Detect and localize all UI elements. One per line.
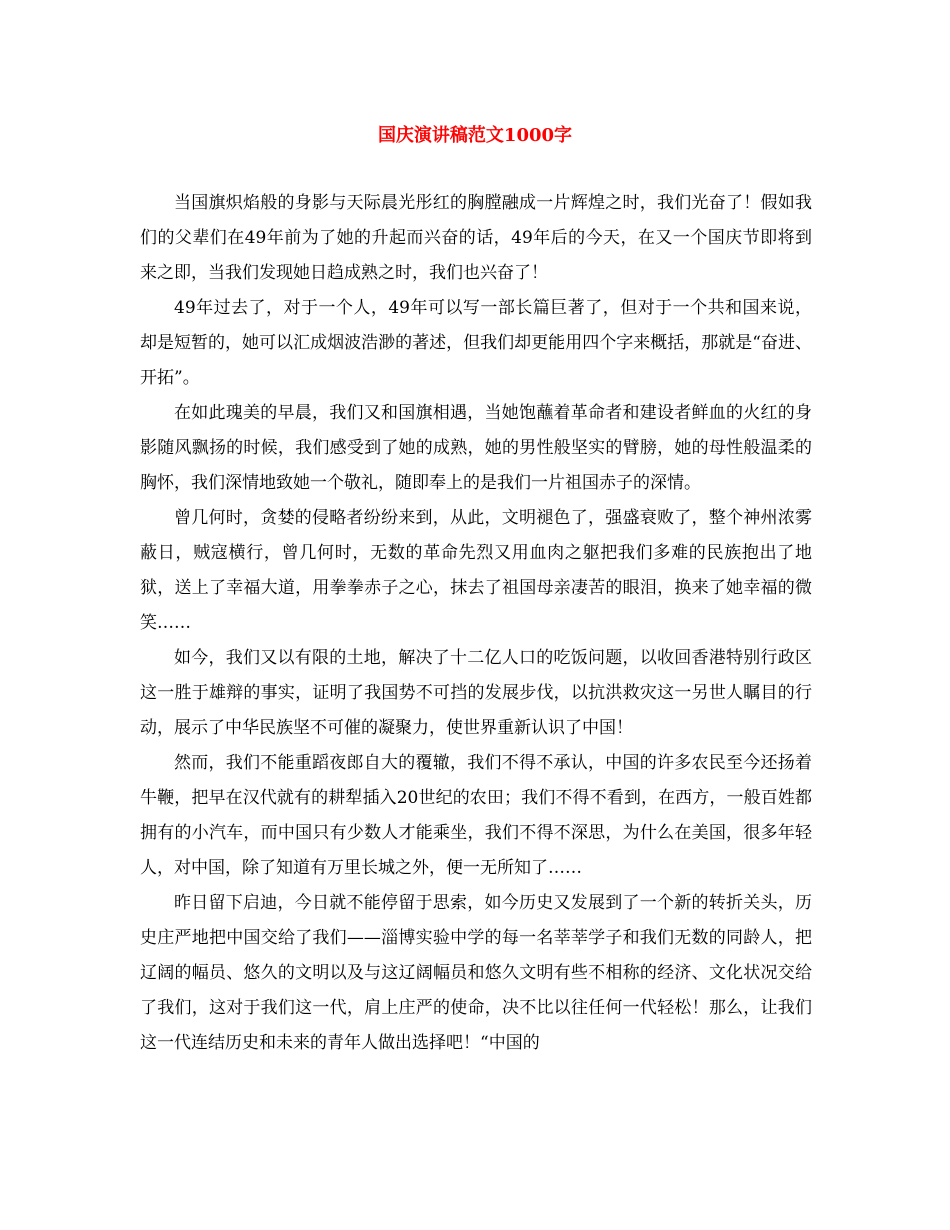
paragraph-4: 曾几何时，贪婪的侵略者纷纷来到，从此，文明褪色了，强盛衰败了，整个神州浓雾蔽日，贼寇横行，曾几何时，无数的革命先烈又用血肉之躯把我们多难的民族抱出了地狱，送上了幸福大道，用拳拳赤子之心，抹去了祖国母亲凄苦的眼泪，换来了她幸福的微笑…… xyxy=(140,508,812,633)
paragraph-3: 在如此瑰美的早晨，我们又和国旗相遇，当她饱蘸着革命者和建设者鲜血的火红的身影随风飘扬的时候，我们感受到了她的成熟，她的男性般坚实的臂膀，她的母性般温柔的胸怀，我们深情地致她一个敬礼，随即奉上的是我们一片祖国赤子的深情。 xyxy=(140,403,812,493)
paragraph-2: 49年过去了，对于一个人，49年可以写一部长篇巨著了，但对于一个共和国来说，却是短暂的，她可以汇成烟波浩渺的著述，但我们却更能用四个字来概括，那就是“奋进、开拓”。 xyxy=(140,298,812,388)
paragraph-7: 昨日留下启迪，今日就不能停留于思索，如今历史又发展到了一个新的转折关头，历史庄严地把中国交给了我们——淄博实验中学的每一名莘莘学子和我们无数的同龄人，把辽阔的幅员、悠久的文明以及与这辽阔幅员和悠久文明有些不相称的经济、文化状况交给了我们，这对于我们这一代，肩上庄严的使命，决不比以往任何一代轻松！那么，让我们这一代连结历史和未来的青年人做出选择吧！“中国的 xyxy=(140,893,812,1053)
document-title: 国庆演讲稿范文1000字 xyxy=(377,125,573,146)
paragraph-5: 如今，我们又以有限的土地，解决了十二亿人口的吃饭问题，以收回香港特别行政区这一胜于雄辩的事实，证明了我国势不可挡的发展步伐，以抗洪救灾这一另世人瞩目的行动，展示了中华民族坚不可催的凝聚力，使世界重新认识了中国！ xyxy=(140,648,812,738)
paragraph-1: 当国旗炽焰般的身影与天际晨光彤红的胸膛融成一片辉煌之时，我们光奋了！假如我们的父辈们在49年前为了她的升起而兴奋的话，49年后的今天，在又一个国庆节即将到来之即，当我们发现她日趋成熟之时，我们也兴奋了！ xyxy=(140,193,812,283)
document-body xyxy=(140,186,812,1061)
paragraph-6: 然而，我们不能重蹈夜郎自大的覆辙，我们不得不承认，中国的许多农民至今还扬着牛鞭，把早在汉代就有的耕犁插入20世纪的农田；我们不得不看到，在西方，一般百姓都拥有的小汽车，而中国只有少数人才能乘坐，我们不得不深思，为什么在美国，很多年轻人，对中国，除了知道有万里长城之外，便一无所知了…… xyxy=(140,753,812,878)
